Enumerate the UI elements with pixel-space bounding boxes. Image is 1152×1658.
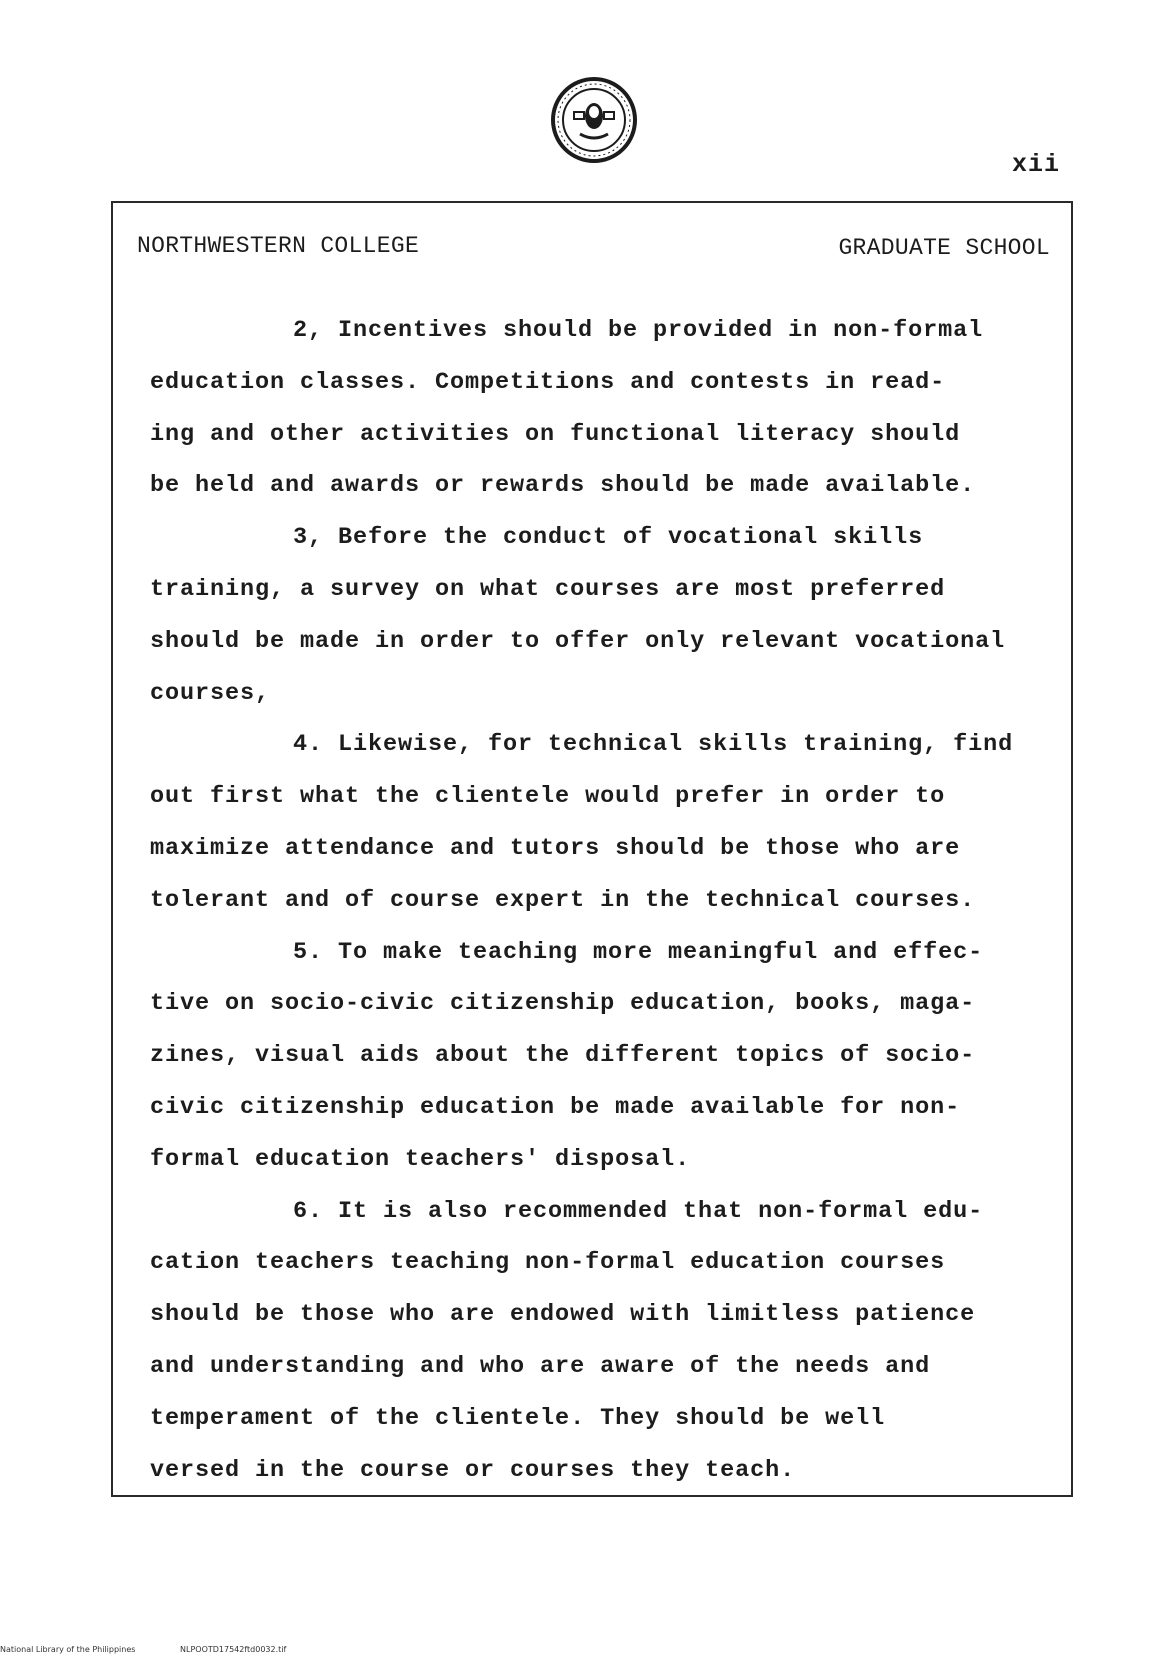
text-line: be held and awards or rewards should be made available. bbox=[150, 472, 976, 500]
text-line: courses, bbox=[150, 679, 271, 707]
college-name: NORTHWESTERN COLLEGE bbox=[137, 233, 420, 259]
text-line: should be those who are endowed with limitless patience bbox=[150, 1301, 976, 1329]
page-number: xii bbox=[1012, 150, 1061, 179]
text-line: 5. To make teaching more meaningful and effec- bbox=[293, 938, 984, 966]
text-line: maximize attendance and tutors should be those who are bbox=[150, 834, 961, 862]
paragraph-4 bbox=[150, 719, 1060, 926]
recommendations-text bbox=[150, 305, 1060, 1496]
text-line: 3, Before the conduct of vocational skills bbox=[293, 524, 924, 552]
footer-file-name: NLPOOTD17542ftd0032.tif bbox=[180, 1645, 287, 1654]
paragraph-3 bbox=[150, 512, 1060, 719]
text-line: should be made in order to offer only relevant vocational bbox=[150, 627, 1006, 655]
text-line: formal education teachers' disposal. bbox=[150, 1145, 691, 1173]
paragraph-2 bbox=[150, 305, 1060, 512]
text-line: out first what the clientele would prefer in order to bbox=[150, 783, 946, 811]
paragraph-5 bbox=[150, 927, 1060, 1186]
text-line: and understanding and who are aware of the needs and bbox=[150, 1352, 931, 1380]
college-seal-icon bbox=[550, 76, 638, 164]
text-line: ing and other activities on functional literacy should bbox=[150, 420, 961, 448]
text-line: civic citizenship education be made available for non- bbox=[150, 1093, 961, 1121]
footer-library-credit: National Library of the Philippines bbox=[0, 1645, 136, 1654]
text-line: zines, visual aids about the different topics of socio- bbox=[150, 1042, 976, 1070]
text-line: tolerant and of course expert in the technical courses. bbox=[150, 886, 976, 914]
text-line: education classes. Competitions and contests in read- bbox=[150, 368, 946, 396]
paragraph-6 bbox=[150, 1186, 1060, 1497]
text-line: 6. It is also recommended that non-formal edu- bbox=[293, 1197, 984, 1225]
text-line: 2, Incentives should be provided in non-formal bbox=[293, 317, 984, 344]
text-line: versed in the course or courses they teach. bbox=[150, 1456, 796, 1484]
text-line: 4. Likewise, for technical skills training, find bbox=[293, 731, 1014, 759]
text-line: cation teachers teaching non-formal education courses bbox=[150, 1249, 946, 1277]
school-name: GRADUATE SCHOOL bbox=[838, 235, 1050, 261]
text-line: tive on socio-civic citizenship education, books, maga- bbox=[150, 990, 976, 1018]
text-line: temperament of the clientele. They should be well bbox=[150, 1404, 886, 1432]
text-line: training, a survey on what courses are most preferred bbox=[150, 575, 946, 603]
